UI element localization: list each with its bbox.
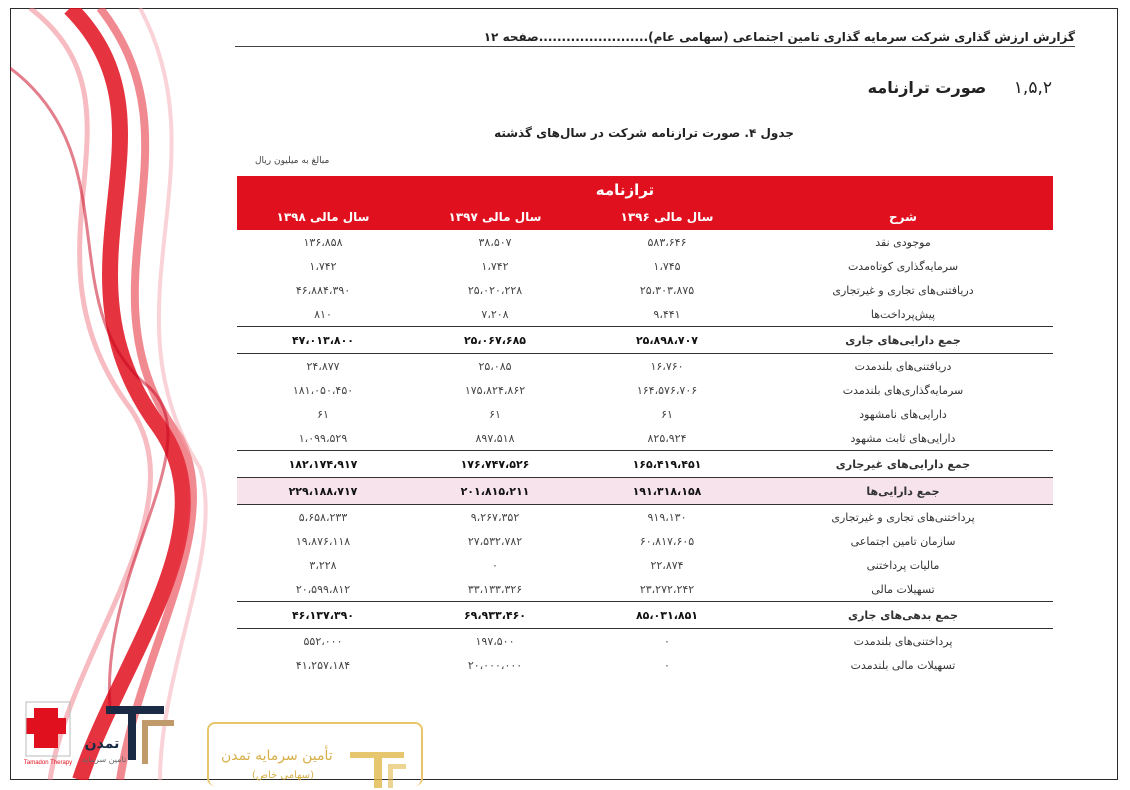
cell-1398: ۴۱،۲۵۷،۱۸۴ bbox=[295, 658, 351, 672]
table-row bbox=[237, 302, 1053, 327]
row-label: جمع دارایی‌های غیرجاری bbox=[753, 451, 1053, 478]
table-row bbox=[237, 577, 1053, 602]
table-row bbox=[237, 553, 1053, 577]
table-row bbox=[237, 254, 1053, 278]
row-label: تسهیلات مالی بلندمدت bbox=[850, 658, 956, 672]
cell-1398: ۱،۷۴۲ bbox=[309, 259, 337, 273]
row-label: جمع بدهی‌های جاری bbox=[753, 602, 1053, 629]
cell-1397: ۹،۲۶۷،۳۵۲ bbox=[470, 510, 520, 524]
cell-1396: ۲۳،۲۷۲،۲۴۲ bbox=[639, 582, 695, 596]
table-row bbox=[237, 629, 1053, 654]
cell-1398: ۳،۲۲۸ bbox=[309, 558, 337, 572]
table-row bbox=[237, 354, 1053, 379]
cell-1398: ۱۳۶،۸۵۸ bbox=[303, 235, 343, 249]
red-ribbon-decoration bbox=[10, 8, 225, 780]
cell-1398: ۴۶،۱۳۷،۳۹۰ bbox=[237, 602, 409, 629]
cell-1398: ۱۸۱،۰۵۰،۴۵۰ bbox=[292, 383, 354, 397]
stamp-subtext: (سهامی خاص) bbox=[252, 770, 315, 781]
table-row bbox=[237, 402, 1053, 426]
table-row bbox=[237, 230, 1053, 254]
cell-1398: ۲۲۹،۱۸۸،۷۱۷ bbox=[237, 478, 409, 505]
company-logo bbox=[24, 700, 184, 772]
row-label: پیش‌پرداخت‌ها bbox=[870, 307, 936, 321]
unit-note: مبالغ به میلیون ریال bbox=[255, 156, 330, 166]
cell-1396: ۹،۴۴۱ bbox=[653, 307, 681, 321]
cell-1398: ۶۱ bbox=[317, 407, 329, 421]
row-label: دارایی‌های ثابت مشهود bbox=[850, 431, 956, 445]
row-label: سازمان تامین اجتماعی bbox=[850, 534, 956, 548]
table-row bbox=[237, 426, 1053, 451]
cell-1398: ۵۵۲،۰۰۰ bbox=[303, 634, 343, 648]
cell-1396: ۲۵،۳۰۳،۸۷۵ bbox=[639, 283, 695, 297]
cell-1396: ۹۱۹،۱۳۰ bbox=[647, 510, 687, 524]
cell-1398: ۱۹،۸۷۶،۱۱۸ bbox=[295, 534, 351, 548]
svg-text:Tamadon Therapy: Tamadon Therapy bbox=[24, 760, 73, 766]
cell-1397: ۳۸،۵۰۷ bbox=[478, 235, 512, 249]
table-row bbox=[237, 278, 1053, 302]
subtotal-row bbox=[237, 327, 1053, 354]
header-divider bbox=[235, 46, 1075, 47]
cell-1398: ۲۰،۵۹۹،۸۱۲ bbox=[295, 582, 351, 596]
column-header-1396: سال مالی ۱۳۹۶ bbox=[581, 204, 753, 230]
grand-total-row bbox=[237, 478, 1053, 505]
stamp-logo-icon bbox=[348, 748, 408, 788]
row-label: پرداختنی‌های تجاری و غیرتجاری bbox=[831, 510, 975, 524]
table-row bbox=[237, 505, 1053, 530]
row-label: دریافتنی‌های تجاری و غیرتجاری bbox=[832, 283, 974, 297]
row-label: پرداختنی‌های بلندمدت bbox=[853, 634, 953, 648]
cell-1397: ۱،۷۴۲ bbox=[481, 259, 509, 273]
cell-1397: ۶۹،۹۳۳،۴۶۰ bbox=[409, 602, 581, 629]
balance-sheet-table bbox=[237, 176, 1053, 677]
cell-1397: ۷،۲۰۸ bbox=[481, 307, 509, 321]
cell-1396: ۰ bbox=[664, 658, 670, 672]
table-row bbox=[237, 529, 1053, 553]
svg-text:تمدن: تمدن bbox=[84, 736, 120, 752]
table-row bbox=[237, 653, 1053, 677]
cell-1397: ۰ bbox=[492, 558, 498, 572]
cell-1396: ۱۶،۷۶۰ bbox=[650, 359, 684, 373]
cell-1397: ۲۵،۰۶۷،۶۸۵ bbox=[409, 327, 581, 354]
cell-1397: ۲۵،۰۸۵ bbox=[478, 359, 512, 373]
cell-1396: ۸۲۵،۹۲۴ bbox=[647, 431, 687, 445]
cell-1397: ۱۹۷،۵۰۰ bbox=[475, 634, 515, 648]
row-label: دریافتنی‌های بلندمدت bbox=[854, 359, 952, 373]
cell-1396: ۲۲،۸۷۴ bbox=[650, 558, 684, 572]
column-header-1397: سال مالی ۱۳۹۷ bbox=[409, 204, 581, 230]
cell-1396: ۰ bbox=[664, 634, 670, 648]
row-label: جمع دارایی‌ها bbox=[753, 478, 1053, 505]
section-heading bbox=[868, 78, 1052, 98]
cell-1396: ۸۵،۰۳۱،۸۵۱ bbox=[581, 602, 753, 629]
cell-1398: ۱،۰۹۹،۵۲۹ bbox=[298, 431, 348, 445]
cell-1397: ۶۱ bbox=[489, 407, 501, 421]
row-label: سرمایه‌گذاری کوتاه‌مدت bbox=[847, 259, 959, 273]
table-title: ترازنامه bbox=[237, 176, 1053, 204]
column-header-1398: سال مالی ۱۳۹۸ bbox=[237, 204, 409, 230]
cell-1396: ۱،۷۴۵ bbox=[653, 259, 681, 273]
cell-1398: ۱۸۲،۱۷۴،۹۱۷ bbox=[237, 451, 409, 478]
subtotal-row bbox=[237, 451, 1053, 478]
column-header-desc: شرح bbox=[753, 204, 1053, 230]
cell-1398: ۸۱۰ bbox=[314, 307, 332, 321]
cell-1396: ۵۸۳،۶۴۶ bbox=[647, 235, 687, 249]
cell-1397: ۲۰۱،۸۱۵،۲۱۱ bbox=[409, 478, 581, 505]
cell-1398: ۴۷،۰۱۳،۸۰۰ bbox=[237, 327, 409, 354]
table-caption: جدول ۴. صورت ترازنامه شرکت در سال‌های گذشته bbox=[494, 126, 794, 140]
cell-1396: ۲۵،۸۹۸،۷۰۷ bbox=[581, 327, 753, 354]
subtotal-row bbox=[237, 602, 1053, 629]
cell-1397: ۱۷۵،۸۲۴،۸۶۲ bbox=[464, 383, 526, 397]
cell-1397: ۲۵،۰۲۰،۲۲۸ bbox=[467, 283, 523, 297]
cell-1398: ۲۴،۸۷۷ bbox=[306, 359, 340, 373]
row-label: مالیات پرداختنی bbox=[866, 558, 940, 572]
cell-1397: ۳۳،۱۳۳،۳۲۶ bbox=[467, 582, 523, 596]
cell-1397: ۲۰،۰۰۰،۰۰۰ bbox=[467, 658, 523, 672]
stamp-text: تأمین سرمایه تمدن bbox=[221, 748, 333, 764]
row-label: موجودی نقد bbox=[875, 235, 931, 249]
section-number: ۱,۵,۲ bbox=[1013, 78, 1052, 98]
cell-1396: ۱۶۴،۵۷۶،۷۰۶ bbox=[636, 383, 698, 397]
row-label: جمع دارایی‌های جاری bbox=[753, 327, 1053, 354]
cell-1396: ۶۰،۸۱۷،۶۰۵ bbox=[639, 534, 695, 548]
cell-1398: ۴۶،۸۸۴،۳۹۰ bbox=[295, 283, 351, 297]
cell-1396: ۶۱ bbox=[661, 407, 673, 421]
table-row bbox=[237, 378, 1053, 402]
row-label: دارایی‌های نامشهود bbox=[859, 407, 947, 421]
row-label: تسهیلات مالی bbox=[871, 582, 935, 596]
cell-1397: ۲۷،۵۳۲،۷۸۲ bbox=[467, 534, 523, 548]
row-label: سرمایه‌گذاری‌های بلندمدت bbox=[842, 383, 964, 397]
cell-1396: ۱۶۵،۴۱۹،۴۵۱ bbox=[581, 451, 753, 478]
section-title: صورت ترازنامه bbox=[867, 78, 987, 97]
page-header: گزارش ارزش گذاری شرکت سرمایه گذاری تامین اجتماعی (سهامی عام)........................صفحه ۱۲ bbox=[483, 30, 1075, 44]
cell-1398: ۵،۶۵۸،۲۳۳ bbox=[298, 510, 348, 524]
cell-1397: ۱۷۶،۷۴۷،۵۲۶ bbox=[409, 451, 581, 478]
svg-text:تامین سرمایه: تامین سرمایه bbox=[81, 755, 127, 764]
cell-1396: ۱۹۱،۳۱۸،۱۵۸ bbox=[581, 478, 753, 505]
cell-1397: ۸۹۷،۵۱۸ bbox=[475, 431, 515, 445]
